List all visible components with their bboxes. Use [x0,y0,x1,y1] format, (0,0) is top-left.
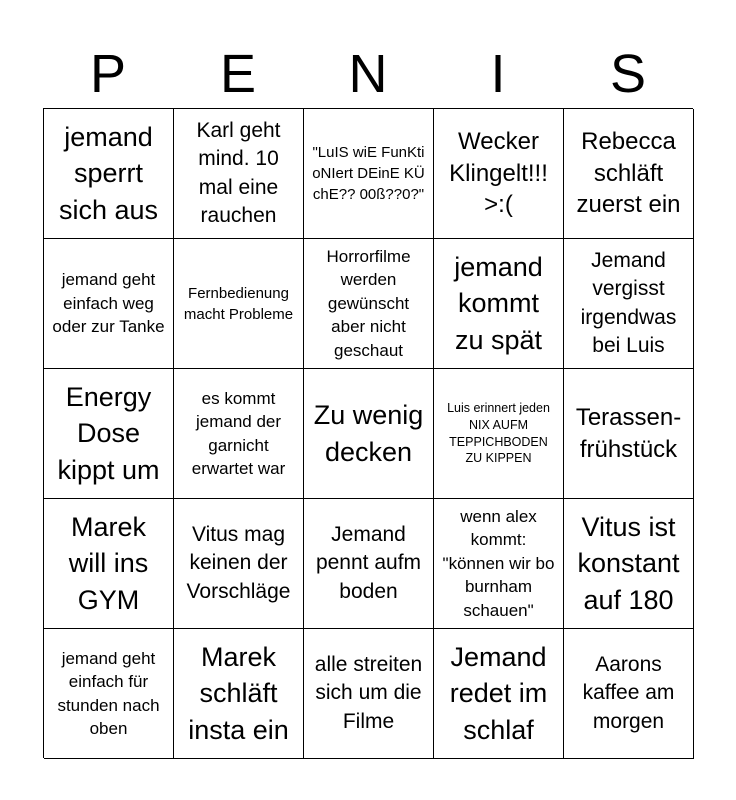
bingo-cell[interactable]: jemand sperrt sich aus [44,109,174,239]
bingo-cell[interactable]: Jemand redet im schlaf [434,629,564,759]
bingo-cell[interactable]: Marek will ins GYM [44,499,174,629]
bingo-cell[interactable]: jemand geht einfach für stunden nach oben [44,629,174,759]
bingo-cell[interactable]: jemand geht einfach weg oder zur Tanke [44,239,174,369]
header-letter-s: S [609,44,647,104]
bingo-cell[interactable]: Vitus mag keinen der Vorschläge [174,499,304,629]
bingo-cell[interactable]: Luis erinnert jeden NIX AUFM TEPPICHBODEN ZU KIPPEN [434,369,564,499]
bingo-cell[interactable]: Fernbedienung macht Probleme [174,239,304,369]
bingo-cell[interactable]: Karl geht mind. 10 mal eine rauchen [174,109,304,239]
bingo-cell[interactable]: Energy Dose kippt um [44,369,174,499]
bingo-cell[interactable]: Aarons kaffee am morgen [564,629,694,759]
bingo-cell[interactable]: Vitus ist konstant auf 180 [564,499,694,629]
bingo-cell[interactable]: wenn alex kommt: "können wir bo burnham schauen" [434,499,564,629]
header-letter-p: P [89,44,127,104]
bingo-cell[interactable]: Jemand vergisst irgendwas bei Luis [564,239,694,369]
bingo-cell[interactable]: Horrorfilme werden gewünscht aber nicht geschaut [304,239,434,369]
bingo-cell[interactable]: alle streiten sich um die Filme [304,629,434,759]
bingo-cell[interactable]: "LuIS wiE FunKtioNIert DEinE KÜchE?? 00ß??0?" [304,109,434,239]
bingo-header [43,40,693,108]
bingo-cell[interactable]: Terassen-frühstück [564,369,694,499]
bingo-grid [43,108,693,758]
header-letter-e: E [219,44,257,104]
bingo-cell[interactable]: Rebecca schläft zuerst ein [564,109,694,239]
bingo-cell[interactable]: Zu wenig decken [304,369,434,499]
header-letter-n: N [348,44,388,104]
bingo-cell[interactable]: Marek schläft insta ein [174,629,304,759]
bingo-cell[interactable]: es kommt jemand der garnicht erwartet war [174,369,304,499]
header-letter-i: I [490,44,506,104]
bingo-cell[interactable]: Jemand pennt aufm boden [304,499,434,629]
bingo-cell[interactable]: jemand kommt zu spät [434,239,564,369]
bingo-cell[interactable]: Wecker Klingelt!!! >:( [434,109,564,239]
